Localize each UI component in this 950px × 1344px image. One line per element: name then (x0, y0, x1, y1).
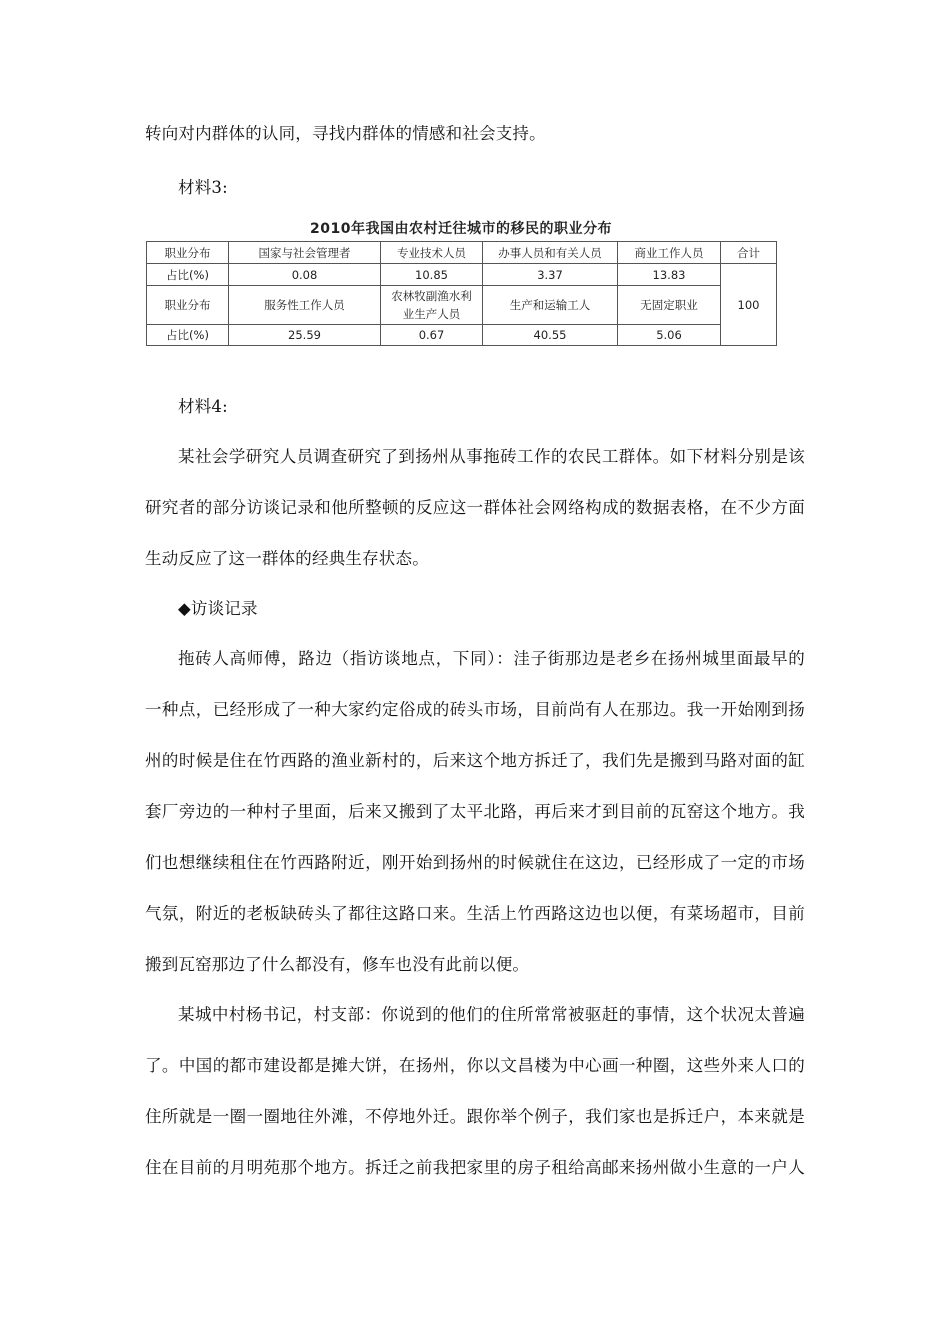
table-cell: 5.06 (618, 325, 721, 346)
table-cell: 13.83 (618, 264, 721, 286)
table-cell: 服务性工作人员 (229, 286, 381, 325)
text-line: 拖砖人高师傅，路边（指访谈地点，下同）：洼子街那边是老乡在扬州城里面最早的 (178, 649, 805, 668)
table-cell: 职业分布 (147, 242, 229, 264)
total-cell: 100 (721, 264, 777, 346)
table-cell: 生产和运输工人 (483, 286, 618, 325)
text-line: 套厂旁边的一种村子里面，后来又搬到了太平北路，再后来才到目前的瓦窑这个地方。我 (145, 802, 805, 821)
material-4-heading: 材料4: (178, 397, 228, 416)
table-cell: 占比(%) (147, 325, 229, 346)
interview-heading: ◆访谈记录 (178, 599, 258, 618)
table-cell: 专业技术人员 (381, 242, 483, 264)
text-line: 搬到瓦窑那边了什么都没有，修车也没有此前以便。 (145, 955, 530, 974)
table-cell: 占比(%) (147, 264, 229, 286)
table-row (147, 325, 777, 346)
text-line: 某城中村杨书记，村支部：你说到的他们的住所常常被驱赶的事情，这个状况太普遍 (178, 1005, 805, 1024)
text-line: 研究者的部分访谈记录和他所整顿的反应这一群体社会网络构成的数据表格，在不少方面 (145, 498, 805, 517)
table-cell: 无固定职业 (618, 286, 721, 325)
table-title: 2010年我国由农村迁往城市的移民的职业分布 (310, 221, 612, 237)
text-line: 住所就是一圈一圈地往外滩，不停地外迁。跟你举个例子，我们家也是拆迁户，本来就是 (145, 1107, 805, 1126)
table-cell: 商业工作人员 (618, 242, 721, 264)
table-row (147, 264, 777, 286)
table-cell: 25.59 (229, 325, 381, 346)
text-line: 某社会学研究人员调查研究了到扬州从事拖砖工作的农民工群体。如下材料分别是该 (178, 447, 805, 466)
table-cell: 10.85 (381, 264, 483, 286)
text-line: 州的时候是住在竹西路的渔业新村的，后来这个地方拆迁了，我们先是搬到马路对面的缸 (145, 751, 805, 770)
table-cell: 40.55 (483, 325, 618, 346)
text-line: 住在目前的月明苑那个地方。拆迁之前我把家里的房子租给高邮来扬州做小生意的一户人 (145, 1158, 805, 1177)
occupation-table-figure (146, 217, 776, 346)
material-3-heading: 材料3: (178, 178, 228, 197)
text-line: 了。中国的都市建设都是摊大饼，在扬州，你以文昌楼为中心画一种圈，这些外来人口的 (145, 1056, 805, 1075)
table-cell: 国家与社会管理者 (229, 242, 381, 264)
table-cell: 职业分布 (147, 286, 229, 325)
text-line: 一种点，已经形成了一种大家约定俗成的砖头市场，目前尚有人在那边。我一开始刚到扬 (145, 700, 805, 719)
text-line: 们也想继续租住在竹西路附近，刚开始到扬州的时候就住在这边，已经形成了一定的市场 (145, 853, 805, 872)
table-cell: 0.67 (381, 325, 483, 346)
table-cell: 0.08 (229, 264, 381, 286)
text-line: 转向对内群体的认同，寻找内群体的情感和社会支持。 (145, 124, 546, 143)
table-row (147, 242, 777, 264)
occupation-table (146, 241, 777, 346)
table-cell: 农林牧副渔水利业生产人员 (381, 286, 483, 325)
table-cell: 合计 (721, 242, 777, 264)
text-line: 气氛，附近的老板缺砖头了都往这路口来。生活上竹西路这边也以便，有菜场超市，目前 (145, 904, 805, 923)
text-line: 生动反应了这一群体的经典生存状态。 (145, 549, 429, 568)
table-cell: 3.37 (483, 264, 618, 286)
table-row (147, 286, 777, 325)
table-cell: 办事人员和有关人员 (483, 242, 618, 264)
